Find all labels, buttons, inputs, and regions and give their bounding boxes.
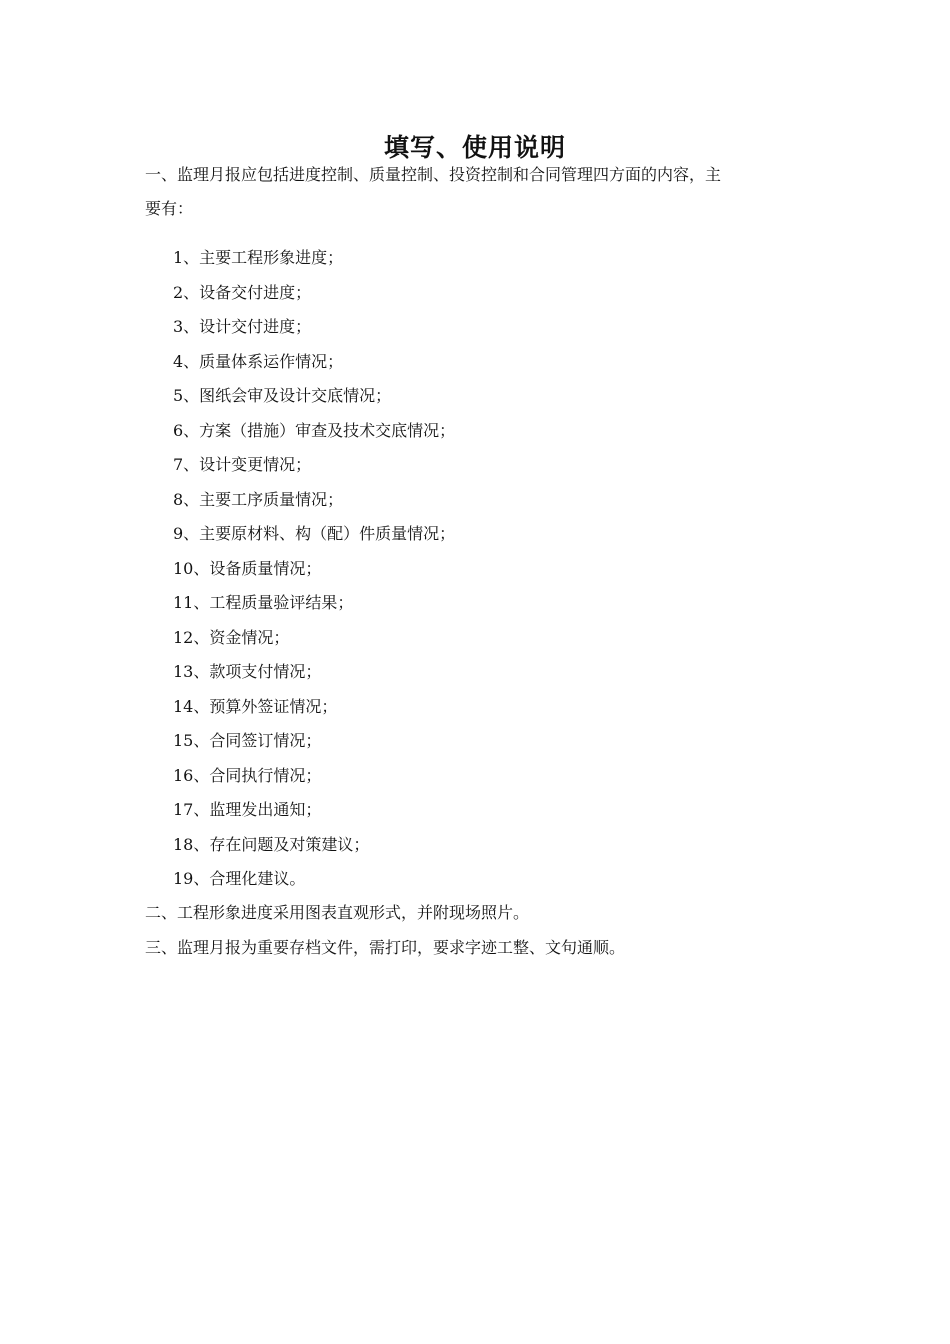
list-item: 12、资金情况； <box>173 627 290 647</box>
list-item: 13、款项支付情况； <box>173 662 322 681</box>
list-item: 5、图纸会审及设计交底情况； <box>173 386 392 405</box>
list-item: 11、工程质量验评结果； <box>173 593 354 612</box>
note-2: 二、工程形象进度采用图表直观形式，并附现场照片。 <box>145 903 530 922</box>
list-item: 18、存在问题及对策建议； <box>173 834 370 854</box>
content-item-list <box>173 241 455 897</box>
list-item: 7、设计变更情况； <box>173 455 312 474</box>
list-item: 8、主要工序质量情况； <box>173 489 344 509</box>
list-item: 15、合同签订情况； <box>173 731 322 750</box>
list-item: 1、主要工程形象进度； <box>173 248 344 267</box>
list-item: 2、设备交付进度； <box>173 282 312 302</box>
intro-line-2: 要有： <box>145 199 194 218</box>
note-3: 三、监理月报为重要存档文件，需打印，要求字迹工整、文句通顺。 <box>145 938 626 957</box>
page-title: 填写、使用说明 <box>383 133 566 162</box>
list-item: 16、合同执行情况； <box>173 765 322 785</box>
list-item: 14、预算外签证情况； <box>173 696 338 716</box>
list-item: 4、质量体系运作情况； <box>173 351 344 371</box>
list-item: 3、设计交付进度； <box>173 317 312 336</box>
list-item: 10、设备质量情况； <box>173 558 322 578</box>
list-item: 17、监理发出通知； <box>173 800 322 819</box>
list-item: 6、方案（措施）审查及技术交底情况； <box>173 420 456 440</box>
list-item: 19、合理化建议。 <box>173 869 306 888</box>
intro-line-1: 一、监理月报应包括进度控制、质量控制、投资控制和合同管理四方面的内容，主 <box>145 165 722 184</box>
list-item: 9、主要原材料、构（配）件质量情况； <box>173 524 456 543</box>
